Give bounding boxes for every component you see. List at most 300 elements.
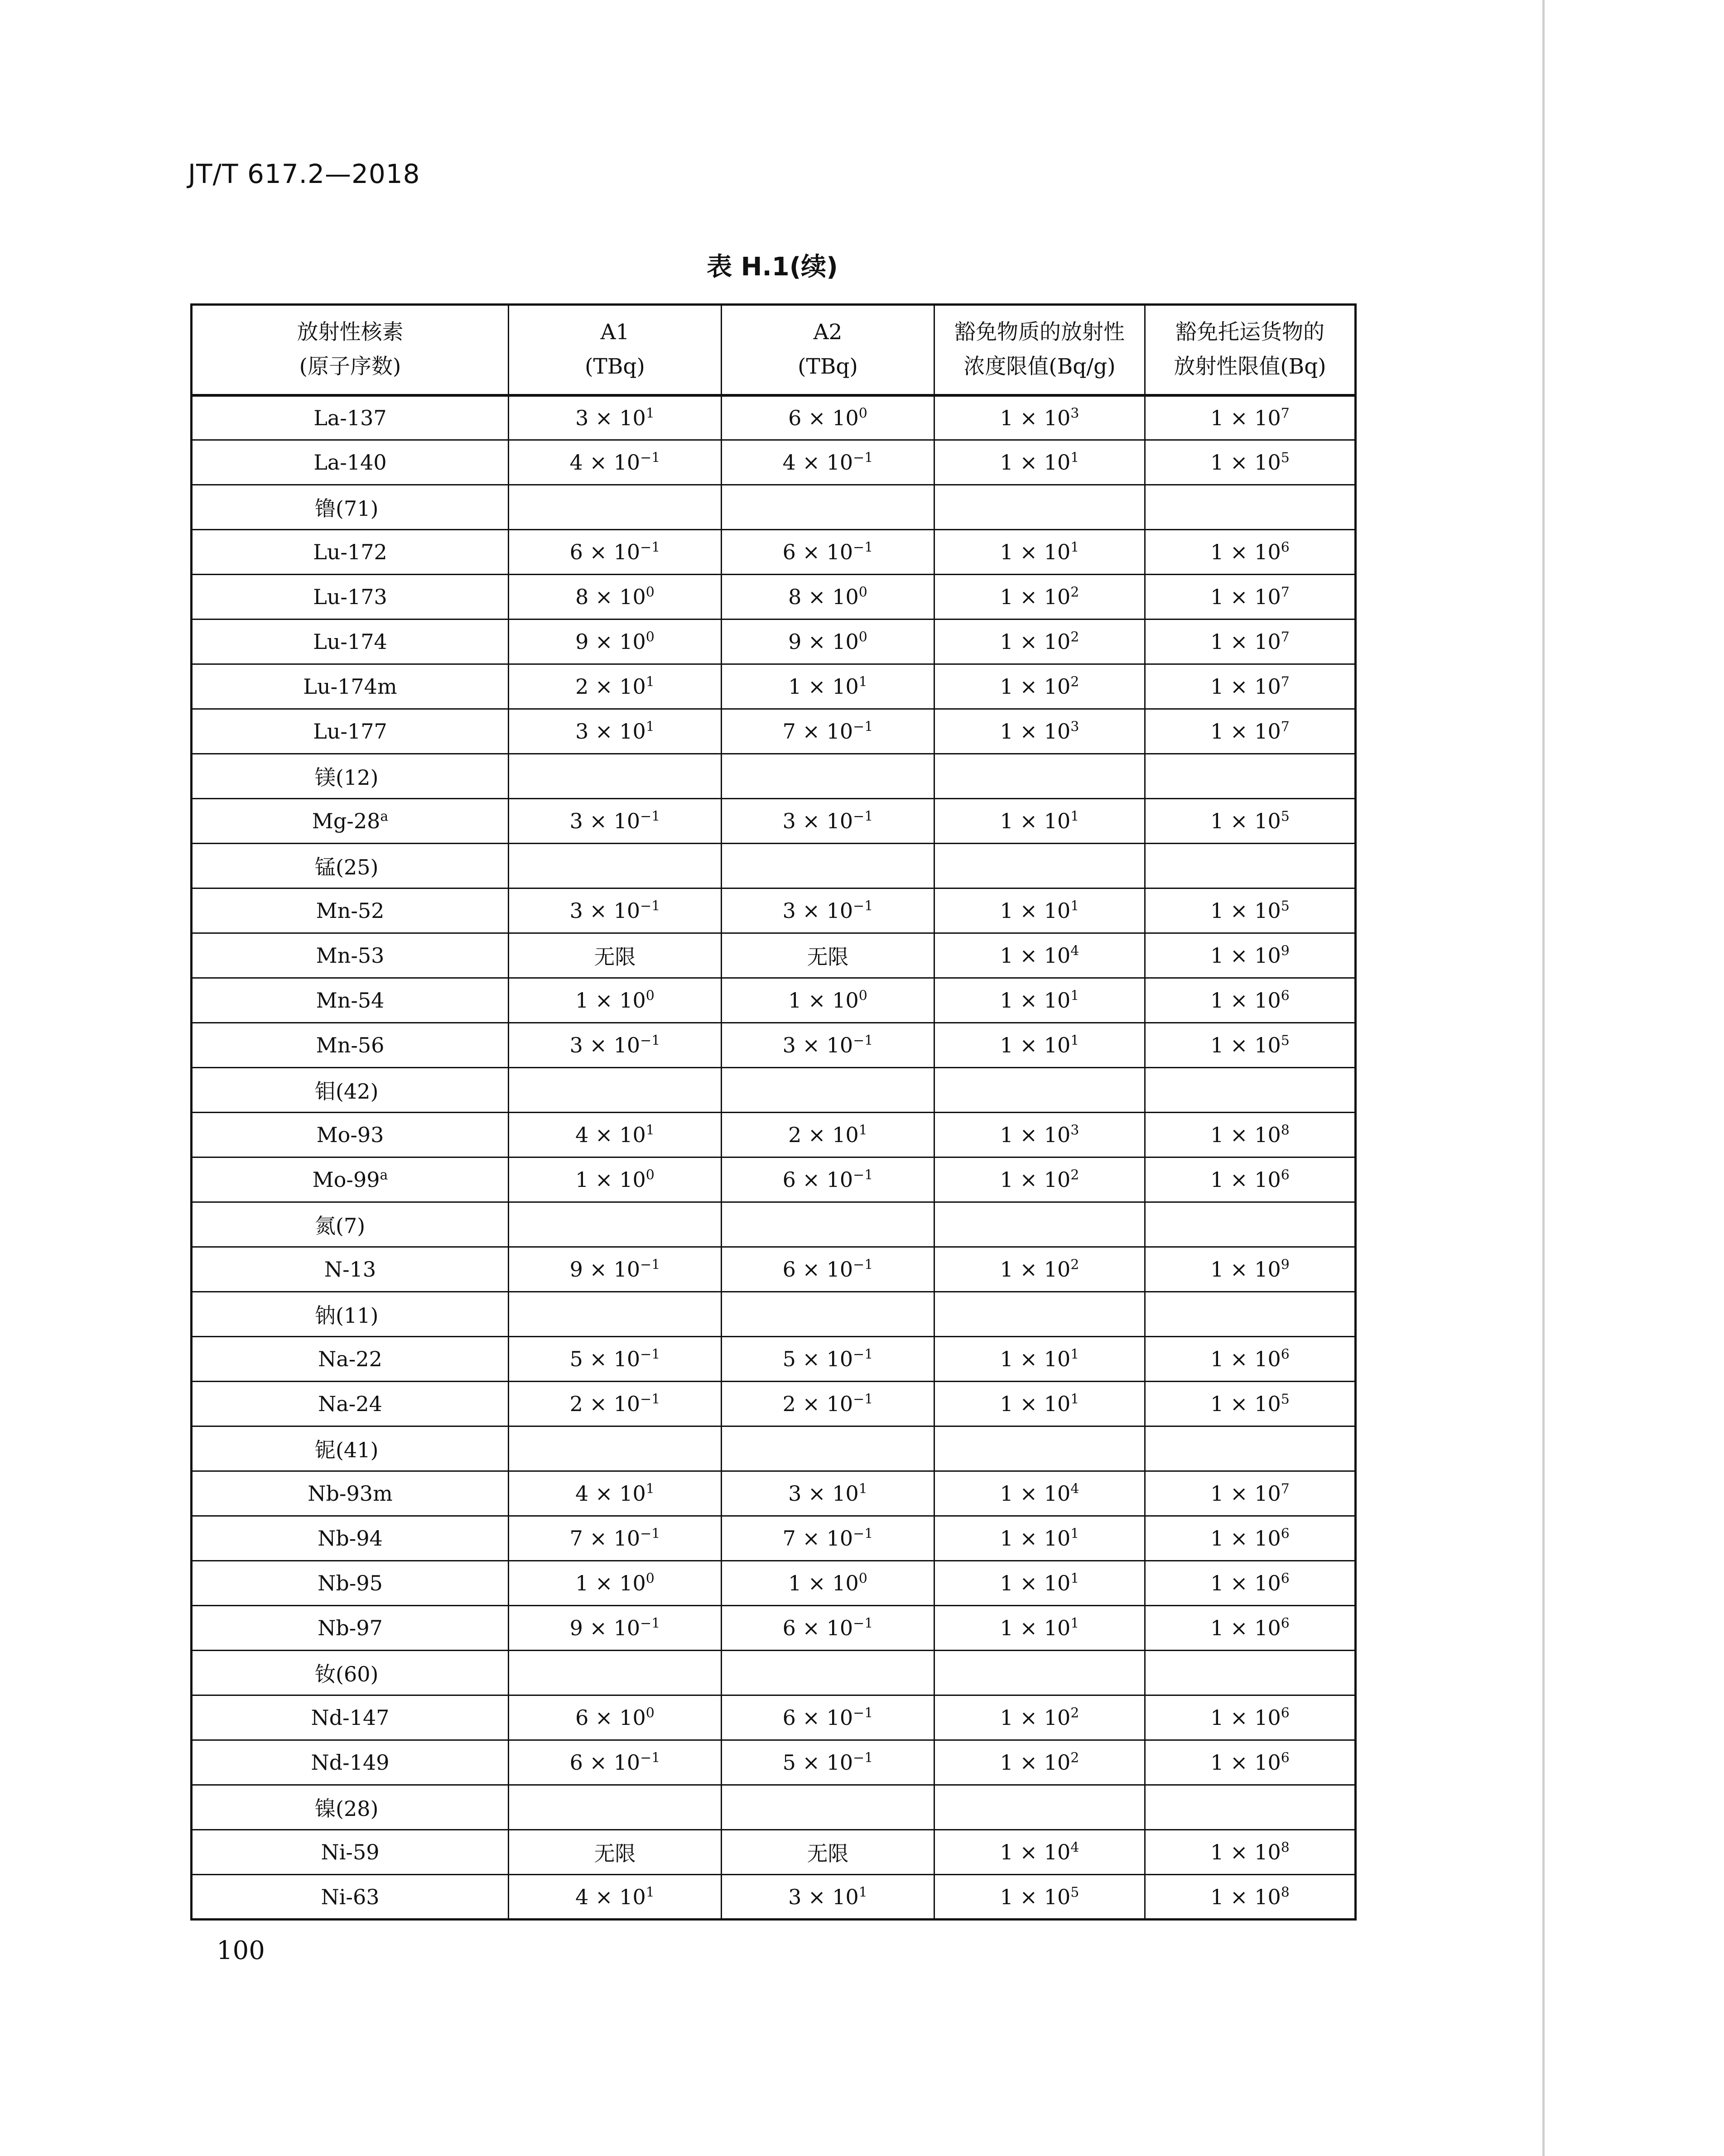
nuclide-row <box>192 1875 1356 1920</box>
a2-value <box>722 1023 934 1068</box>
exempt-consignment-value <box>1145 1695 1356 1740</box>
value-exponent: 1 <box>1070 1391 1079 1407</box>
nuclide-row <box>192 1740 1356 1785</box>
value-exponent: −1 <box>640 1391 660 1407</box>
a2-value <box>722 1516 934 1561</box>
value-exponent: 1 <box>645 674 655 690</box>
value-exponent: −1 <box>853 808 873 825</box>
value-exponent: −1 <box>853 1257 873 1273</box>
value-mantissa: 1 × 10 <box>1000 1167 1071 1192</box>
value-mantissa: 1 × 10 <box>1210 1750 1281 1775</box>
nuclide-name-cell <box>192 799 509 844</box>
a2-value <box>722 1561 934 1606</box>
exempt-concentration-value <box>934 1157 1145 1202</box>
element-name: 钠(11) <box>192 1292 509 1337</box>
value-mantissa: 1 × 10 <box>575 988 646 1013</box>
nuclide-row <box>192 1113 1356 1157</box>
a2-value <box>722 1382 934 1426</box>
value-exponent: −1 <box>640 1346 660 1363</box>
value-mantissa: 9 × 10 <box>575 629 646 654</box>
value-exponent: 0 <box>858 584 867 600</box>
element-name: 铌(41) <box>192 1426 509 1471</box>
empty-cell <box>722 754 934 799</box>
element-group-row <box>192 844 1356 888</box>
exempt-concentration-value <box>934 440 1145 485</box>
exempt-consignment-value <box>1145 395 1356 440</box>
header-exempt-concentration-line2: 浓度限值(Bq/g) <box>963 354 1116 379</box>
value-exponent: −1 <box>640 1750 660 1766</box>
value-exponent: 0 <box>858 405 867 422</box>
nuclide-name: Nb-93m <box>308 1481 393 1506</box>
value-exponent: −1 <box>853 1526 873 1542</box>
empty-cell <box>509 844 722 888</box>
value-mantissa: 6 × 10 <box>575 1705 646 1730</box>
value-mantissa: 4 × 10 <box>575 1481 646 1506</box>
table-caption: 表 H.1(续) <box>707 252 838 282</box>
value-mantissa: 1 × 10 <box>788 1571 859 1595</box>
exempt-consignment-value <box>1145 1023 1356 1068</box>
value-exponent: 5 <box>1281 450 1290 466</box>
value-exponent: −1 <box>640 808 660 825</box>
nuclide-row <box>192 1516 1356 1561</box>
exempt-concentration-value <box>934 709 1145 754</box>
a2-value <box>722 1113 934 1157</box>
empty-cell <box>722 1202 934 1247</box>
value-mantissa: 1 × 10 <box>1000 1571 1071 1595</box>
value-mantissa: 6 × 10 <box>782 540 853 564</box>
value-exponent: 0 <box>645 1570 655 1587</box>
exempt-consignment-value <box>1145 1875 1356 1920</box>
value-exponent: 6 <box>1281 1346 1290 1363</box>
value-exponent: −1 <box>853 1032 873 1049</box>
value-mantissa: 1 × 10 <box>1000 540 1071 564</box>
a2-value <box>722 709 934 754</box>
value-mantissa: 9 × 10 <box>569 1616 640 1640</box>
a1-value <box>509 1516 722 1561</box>
a1-value <box>509 1247 722 1292</box>
a2-value <box>722 619 934 664</box>
empty-cell <box>934 1202 1145 1247</box>
value-exponent: 6 <box>1281 1167 1290 1183</box>
value-mantissa: 6 × 10 <box>569 1750 640 1775</box>
a1-value <box>509 799 722 844</box>
empty-cell <box>509 1202 722 1247</box>
nuclide-name: Lu-173 <box>313 585 387 609</box>
value-mantissa: 9 × 10 <box>569 1257 640 1282</box>
value-exponent: 8 <box>1281 1839 1290 1856</box>
value-exponent: 1 <box>645 1884 655 1901</box>
value-exponent: 3 <box>1070 719 1079 735</box>
nuclide-name-cell <box>192 1740 509 1785</box>
exempt-concentration-value <box>934 978 1145 1023</box>
header-exempt-consignment-line2: 放射性限值(Bq) <box>1174 354 1326 379</box>
a2-value <box>722 1740 934 1785</box>
header-exempt-concentration-line1: 豁免物质的放射性 <box>954 320 1125 345</box>
value-exponent: 0 <box>645 1167 655 1183</box>
value-exponent: 0 <box>645 988 655 1004</box>
a2-value <box>722 575 934 619</box>
empty-cell <box>934 1426 1145 1471</box>
empty-cell <box>722 1068 934 1113</box>
empty-cell <box>722 844 934 888</box>
value-mantissa: 1 × 10 <box>1000 1392 1071 1416</box>
value-mantissa: 1 × 10 <box>1000 809 1071 833</box>
value-mantissa: 4 × 10 <box>569 450 640 475</box>
value-mantissa: 2 × 10 <box>782 1392 853 1416</box>
value-mantissa: 4 × 10 <box>575 1123 646 1147</box>
value-mantissa: 1 × 10 <box>1210 1123 1281 1147</box>
header-nuclide <box>192 305 509 395</box>
nuclide-row <box>192 664 1356 709</box>
value-mantissa: 3 × 10 <box>569 809 640 833</box>
table-header <box>192 305 1356 395</box>
value-exponent: 9 <box>1281 1257 1290 1273</box>
value-exponent: 7 <box>1281 719 1290 735</box>
exempt-consignment-value <box>1145 575 1356 619</box>
value-exponent: −1 <box>640 1526 660 1542</box>
value-mantissa: 7 × 10 <box>569 1526 640 1551</box>
exempt-consignment-value <box>1145 619 1356 664</box>
value-mantissa: 1 × 10 <box>1210 1884 1281 1909</box>
value-exponent: 7 <box>1281 405 1290 422</box>
value-exponent: 1 <box>858 1122 867 1138</box>
exempt-consignment-value <box>1145 709 1356 754</box>
a1-value <box>509 1740 722 1785</box>
value-exponent: 5 <box>1281 808 1290 825</box>
exempt-consignment-value <box>1145 1830 1356 1875</box>
exempt-consignment-value <box>1145 1561 1356 1606</box>
nuclide-name: Nb-97 <box>318 1616 383 1640</box>
value-mantissa: 1 × 10 <box>1210 1481 1281 1506</box>
value-exponent: 1 <box>1070 1570 1079 1587</box>
exempt-concentration-value <box>934 530 1145 575</box>
empty-cell <box>1145 1651 1356 1695</box>
nuclide-row <box>192 709 1356 754</box>
value-mantissa: 3 × 10 <box>788 1884 859 1909</box>
value-mantissa: 1 × 10 <box>1000 1481 1071 1506</box>
nuclide-name-cell <box>192 1695 509 1740</box>
exempt-consignment-value <box>1145 1157 1356 1202</box>
empty-cell <box>1145 1785 1356 1830</box>
a1-value <box>509 933 722 978</box>
empty-cell <box>509 485 722 530</box>
exempt-consignment-value <box>1145 1247 1356 1292</box>
empty-cell <box>1145 1426 1356 1471</box>
value-exponent: 2 <box>1070 629 1079 645</box>
value-exponent: 2 <box>1070 584 1079 600</box>
exempt-concentration-value <box>934 1830 1145 1875</box>
value-mantissa: 1 × 10 <box>1000 1347 1071 1371</box>
a2-value <box>722 440 934 485</box>
value-exponent: 3 <box>1070 405 1079 422</box>
a1-value <box>509 1337 722 1382</box>
a2-value <box>722 1157 934 1202</box>
value-exponent: 7 <box>1281 674 1290 690</box>
value-exponent: 2 <box>1070 674 1079 690</box>
nuclide-row <box>192 1337 1356 1382</box>
value-exponent: 2 <box>1070 1750 1079 1766</box>
nuclide-row <box>192 440 1356 485</box>
value-exponent: 1 <box>1070 1526 1079 1542</box>
exempt-concentration-value <box>934 799 1145 844</box>
value-exponent: −1 <box>853 1705 873 1721</box>
nuclide-row <box>192 799 1356 844</box>
exempt-consignment-value <box>1145 978 1356 1023</box>
empty-cell <box>1145 1068 1356 1113</box>
element-group-row <box>192 754 1356 799</box>
nuclide-name: La-137 <box>313 405 387 430</box>
value-exponent: 5 <box>1070 1884 1079 1901</box>
nuclide-row <box>192 888 1356 933</box>
exempt-concentration-value <box>934 1023 1145 1068</box>
header-exempt-consignment-line1: 豁免托运货物的 <box>1175 320 1324 345</box>
nuclide-name: Nb-95 <box>318 1571 383 1595</box>
value-mantissa: 9 × 10 <box>788 629 859 654</box>
value-exponent: 1 <box>1070 539 1079 556</box>
a1-value <box>509 1695 722 1740</box>
value-mantissa: 1 × 10 <box>1000 1033 1071 1057</box>
nuclide-name: Lu-174 <box>313 629 387 654</box>
value-exponent: 0 <box>645 584 655 600</box>
a1-value <box>509 440 722 485</box>
value-mantissa: 1 × 10 <box>1000 1705 1071 1730</box>
value-mantissa: 1 × 10 <box>1210 674 1281 699</box>
value-exponent: 1 <box>645 1481 655 1497</box>
value-exponent: 4 <box>1070 943 1079 959</box>
exempt-concentration-value <box>934 1516 1145 1561</box>
page-edge-line <box>1542 0 1545 2156</box>
nuclide-row <box>192 978 1356 1023</box>
value-mantissa: 5 × 10 <box>782 1347 853 1371</box>
a2-value <box>722 1337 934 1382</box>
nuclide-name: Na-22 <box>318 1347 382 1371</box>
nuclide-name-cell <box>192 1023 509 1068</box>
element-group-row <box>192 1651 1356 1695</box>
nuclide-row <box>192 1157 1356 1202</box>
a1-value <box>509 664 722 709</box>
value-mantissa: 1 × 10 <box>1000 674 1071 699</box>
value-exponent: 3 <box>1070 1122 1079 1138</box>
exempt-consignment-value <box>1145 1337 1356 1382</box>
header-a2-line2: (TBq) <box>798 354 858 379</box>
value-exponent: −1 <box>853 1167 873 1183</box>
value-mantissa: 1 × 10 <box>575 1571 646 1595</box>
empty-cell <box>722 1785 934 1830</box>
nuclide-row <box>192 1830 1356 1875</box>
value-mantissa: 1 × 10 <box>1210 540 1281 564</box>
a1-value <box>509 1875 722 1920</box>
a1-value <box>509 619 722 664</box>
header-row <box>192 305 1356 395</box>
value-exponent: 7 <box>1281 629 1290 645</box>
a1-value <box>509 709 722 754</box>
nuclide-row <box>192 530 1356 575</box>
nuclide-row <box>192 1382 1356 1426</box>
nuclide-name-cell <box>192 1830 509 1875</box>
nuclide-name-cell <box>192 664 509 709</box>
value-exponent: 0 <box>645 629 655 645</box>
value-exponent: 5 <box>1281 898 1290 914</box>
value-exponent: 7 <box>1281 584 1290 600</box>
value-exponent: 1 <box>858 1481 867 1497</box>
value-exponent: −1 <box>640 1257 660 1273</box>
value-exponent: 6 <box>1281 1526 1290 1542</box>
value-mantissa: 6 × 10 <box>782 1257 853 1282</box>
empty-cell <box>934 844 1145 888</box>
value-mantissa: 1 × 10 <box>1210 1616 1281 1640</box>
nuclide-name-cell <box>192 530 509 575</box>
exempt-concentration-value <box>934 664 1145 709</box>
exempt-consignment-value <box>1145 440 1356 485</box>
exempt-concentration-value <box>934 1606 1145 1651</box>
value-mantissa: 1 × 10 <box>1000 1840 1071 1864</box>
value-mantissa: 1 × 10 <box>1210 1347 1281 1371</box>
nuclide-row <box>192 1606 1356 1651</box>
exempt-consignment-value <box>1145 530 1356 575</box>
exempt-concentration-value <box>934 575 1145 619</box>
value-mantissa: 5 × 10 <box>782 1750 853 1775</box>
value-mantissa: 6 × 10 <box>782 1616 853 1640</box>
value-mantissa: 3 × 10 <box>569 1033 640 1057</box>
value-exponent: 6 <box>1281 1750 1290 1766</box>
value-exponent: 8 <box>1281 1884 1290 1901</box>
element-group-row <box>192 1426 1356 1471</box>
exempt-concentration-value <box>934 1695 1145 1740</box>
table-body <box>192 395 1356 1920</box>
value-mantissa: 1 × 10 <box>1000 943 1071 968</box>
value-exponent: 2 <box>1070 1705 1079 1721</box>
value-exponent: 0 <box>858 1570 867 1587</box>
a1-value <box>509 530 722 575</box>
value-mantissa: 1 × 10 <box>788 988 859 1013</box>
value-mantissa: 1 × 10 <box>1210 988 1281 1013</box>
empty-cell <box>509 754 722 799</box>
value-mantissa: 1 × 10 <box>1210 1571 1281 1595</box>
value-mantissa: 1 × 10 <box>1210 1033 1281 1057</box>
a1-value <box>509 575 722 619</box>
nuclide-row <box>192 1471 1356 1516</box>
value-mantissa: 1 × 10 <box>1000 450 1071 475</box>
nuclide-name-cell <box>192 978 509 1023</box>
nuclide-name-cell <box>192 1113 509 1157</box>
a1-value <box>509 1382 722 1426</box>
value-exponent: 4 <box>1070 1481 1079 1497</box>
value-mantissa: 1 × 10 <box>1210 629 1281 654</box>
a2-value <box>722 1471 934 1516</box>
value-mantissa: 1 × 10 <box>1210 809 1281 833</box>
exempt-consignment-value <box>1145 933 1356 978</box>
nuclide-row <box>192 575 1356 619</box>
exempt-concentration-value <box>934 933 1145 978</box>
empty-cell <box>934 1292 1145 1337</box>
value-exponent: 0 <box>858 629 867 645</box>
value-exponent: −1 <box>640 898 660 914</box>
element-name: 镁(12) <box>192 754 509 799</box>
value-mantissa: 2 × 10 <box>788 1123 859 1147</box>
value-exponent: 6 <box>1281 539 1290 556</box>
value-mantissa: 1 × 10 <box>1210 1705 1281 1730</box>
element-name: 钼(42) <box>192 1068 509 1113</box>
a2-value <box>722 664 934 709</box>
nuclide-name-cell <box>192 575 509 619</box>
nuclide-name-cell <box>192 1875 509 1920</box>
nuclide-name-cell <box>192 1606 509 1651</box>
value-exponent: −1 <box>853 539 873 556</box>
empty-cell <box>722 1426 934 1471</box>
exempt-consignment-value <box>1145 799 1356 844</box>
value-exponent: 1 <box>645 405 655 422</box>
value-exponent: 7 <box>1281 1481 1290 1497</box>
empty-cell <box>934 754 1145 799</box>
nuclide-row <box>192 395 1356 440</box>
value-mantissa: 1 × 10 <box>1210 450 1281 475</box>
a2-value <box>722 799 934 844</box>
nuclide-name-cell <box>192 933 509 978</box>
a2-value <box>722 1830 934 1875</box>
nuclide-name: Ni-63 <box>321 1884 380 1909</box>
value-exponent: −1 <box>853 719 873 735</box>
value-exponent: −1 <box>640 1615 660 1632</box>
exempt-concentration-value <box>934 1247 1145 1292</box>
value-mantissa: 无限 <box>594 1841 636 1866</box>
a2-value <box>722 933 934 978</box>
nuclide-name: Mn-53 <box>316 943 385 968</box>
nuclide-name-cell <box>192 1561 509 1606</box>
value-mantissa: 1 × 10 <box>1210 1167 1281 1192</box>
nuclide-name-cell <box>192 440 509 485</box>
value-exponent: 1 <box>1070 450 1079 466</box>
value-mantissa: 1 × 10 <box>1210 1840 1281 1864</box>
nuclide-name-cell <box>192 888 509 933</box>
empty-cell <box>722 485 934 530</box>
value-exponent: 1 <box>1070 898 1079 914</box>
a2-value <box>722 888 934 933</box>
value-mantissa: 6 × 10 <box>782 1705 853 1730</box>
value-exponent: 2 <box>1070 1167 1079 1183</box>
empty-cell <box>722 1651 934 1695</box>
value-exponent: −1 <box>640 1032 660 1049</box>
value-mantissa: 1 × 10 <box>788 674 859 699</box>
value-exponent: 9 <box>1281 943 1290 959</box>
nuclide-row <box>192 1247 1356 1292</box>
value-mantissa: 1 × 10 <box>1210 1257 1281 1282</box>
exempt-consignment-value <box>1145 1606 1356 1651</box>
value-exponent: −1 <box>640 450 660 466</box>
value-mantissa: 1 × 10 <box>1000 1884 1071 1909</box>
value-exponent: −1 <box>853 1346 873 1363</box>
value-exponent: 6 <box>1281 988 1290 1004</box>
element-group-row <box>192 1785 1356 1830</box>
nuclide-name-cell <box>192 395 509 440</box>
value-exponent: 5 <box>1281 1391 1290 1407</box>
nuclide-name: Lu-174m <box>303 674 397 699</box>
value-exponent: −1 <box>853 1750 873 1766</box>
page-number: 100 <box>217 1936 265 1965</box>
empty-cell <box>509 1785 722 1830</box>
element-name: 锰(25) <box>192 844 509 888</box>
a1-value <box>509 1561 722 1606</box>
value-exponent: −1 <box>853 450 873 466</box>
nuclide-name: Nb-94 <box>318 1526 383 1551</box>
a1-value <box>509 1023 722 1068</box>
value-mantissa: 1 × 10 <box>1000 1616 1071 1640</box>
exempt-consignment-value <box>1145 888 1356 933</box>
value-exponent: 1 <box>1070 988 1079 1004</box>
empty-cell <box>509 1426 722 1471</box>
empty-cell <box>509 1651 722 1695</box>
header-exempt-concentration <box>934 305 1145 395</box>
empty-cell <box>934 1068 1145 1113</box>
